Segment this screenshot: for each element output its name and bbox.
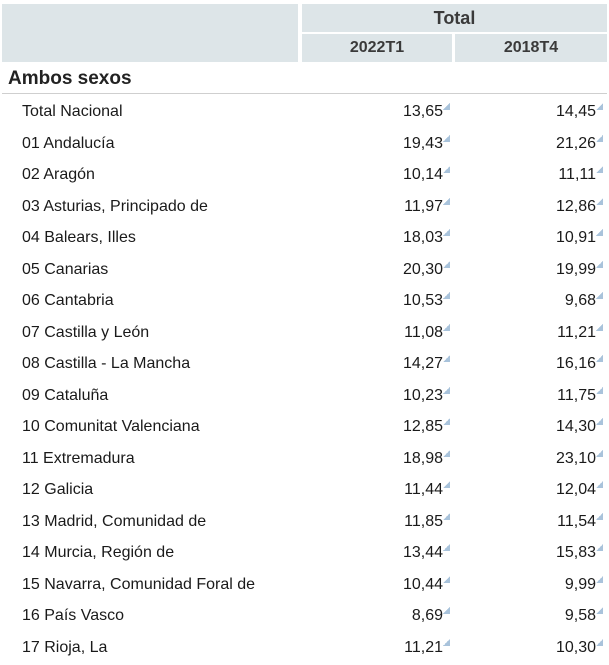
table-row (0, 443, 609, 475)
cell-value-2022T1: 10,14 (402, 166, 443, 183)
cell-note-marker-icon[interactable] (596, 607, 603, 614)
cell-note-marker-icon[interactable] (443, 639, 450, 646)
cell-note-marker-icon[interactable] (596, 229, 603, 236)
row-label: 13 Madrid, Comunidad de (22, 512, 207, 530)
row-label: 12 Galicia (22, 481, 94, 498)
cell-value-2018T4: 12,86 (555, 197, 596, 215)
row-label: 09 Cataluña (22, 386, 109, 404)
cell-note-marker-icon[interactable] (443, 103, 450, 110)
row-label: 07 Castilla y León (22, 323, 150, 341)
cell-note-marker-icon[interactable] (596, 450, 603, 457)
cell-note-marker-icon[interactable] (596, 292, 603, 299)
table-row (0, 96, 609, 128)
cell-value-2022T1: 10,23 (402, 386, 443, 404)
cell-note-marker-icon[interactable] (596, 355, 603, 362)
cell-value-2022T1: 10,44 (402, 575, 443, 593)
cell-note-marker-icon[interactable] (443, 576, 450, 583)
cell-note-marker-icon[interactable] (596, 166, 603, 173)
column-header-period-2[interactable]: 2018T4 (455, 34, 607, 62)
table-row (0, 537, 609, 569)
cell-note-marker-icon[interactable] (596, 103, 603, 110)
row-label: 10 Comunitat Valenciana (22, 418, 200, 435)
cell-value-2022T1: 13,44 (402, 544, 443, 561)
cell-note-marker-icon[interactable] (443, 450, 450, 457)
cell-note-marker-icon[interactable] (596, 418, 603, 425)
cell-value-2022T1: 8,69 (411, 607, 443, 624)
row-label: 08 Castilla - La Mancha (22, 355, 191, 372)
table-row (0, 600, 609, 632)
row-label: 01 Andalucía (22, 134, 115, 152)
cell-value-2018T4: 16,16 (555, 355, 596, 372)
cell-value-2018T4: 11,21 (557, 323, 596, 341)
section-title: Ambos sexos (2, 64, 607, 94)
cell-note-marker-icon[interactable] (443, 229, 450, 236)
cell-value-2022T1: 20,30 (402, 260, 443, 278)
cell-value-2022T1: 14,27 (402, 355, 443, 372)
row-label: 06 Cantabria (22, 292, 114, 309)
cell-value-2018T4: 11,11 (558, 166, 596, 183)
table-row (0, 474, 609, 506)
cell-value-2018T4: 15,83 (555, 544, 596, 561)
table-row (0, 506, 609, 538)
cell-value-2022T1: 11,97 (404, 197, 443, 215)
data-table-body (0, 96, 609, 663)
row-label: 11 Extremadura (22, 449, 135, 467)
row-label: 15 Navarra, Comunidad Foral de (22, 575, 256, 593)
row-label: 02 Aragón (22, 166, 95, 183)
row-label: 14 Murcia, Región de (22, 544, 175, 561)
table-row (0, 285, 609, 317)
cell-note-marker-icon[interactable] (443, 166, 450, 173)
cell-note-marker-icon[interactable] (443, 481, 450, 488)
table-row (0, 159, 609, 191)
cell-note-marker-icon[interactable] (596, 324, 603, 331)
cell-note-marker-icon[interactable] (596, 387, 603, 394)
table-row (0, 128, 609, 160)
cell-note-marker-icon[interactable] (596, 639, 603, 646)
cell-note-marker-icon[interactable] (596, 481, 603, 488)
cell-value-2018T4: 9,58 (564, 607, 596, 624)
cell-value-2018T4: 19,99 (555, 260, 596, 278)
table-row (0, 254, 609, 286)
table-row (0, 348, 609, 380)
row-label: Total Nacional (22, 103, 123, 120)
column-header-period-1[interactable]: 2022T1 (302, 34, 452, 62)
cell-note-marker-icon[interactable] (443, 135, 450, 142)
cell-note-marker-icon[interactable] (443, 513, 450, 520)
cell-value-2018T4: 10,91 (555, 229, 596, 246)
cell-note-marker-icon[interactable] (596, 513, 603, 520)
table-row (0, 411, 609, 443)
row-label: 16 País Vasco (22, 607, 124, 624)
cell-note-marker-icon[interactable] (443, 324, 450, 331)
cell-note-marker-icon[interactable] (596, 544, 603, 551)
cell-note-marker-icon[interactable] (443, 292, 450, 299)
row-label: 05 Canarias (22, 260, 109, 278)
table-row (0, 380, 609, 412)
cell-note-marker-icon[interactable] (443, 387, 450, 394)
cell-value-2018T4: 9,99 (564, 575, 596, 593)
cell-value-2022T1: 11,85 (404, 512, 443, 530)
cell-value-2022T1: 11,44 (404, 481, 443, 498)
cell-note-marker-icon[interactable] (596, 135, 603, 142)
cell-value-2022T1: 11,21 (404, 638, 443, 656)
cell-value-2018T4: 23,10 (555, 449, 596, 467)
cell-note-marker-icon[interactable] (443, 418, 450, 425)
cell-value-2018T4: 11,54 (557, 512, 596, 530)
cell-value-2018T4: 10,30 (555, 638, 596, 656)
table-row (0, 191, 609, 223)
row-label: 03 Asturias, Principado de (22, 197, 208, 215)
cell-value-2018T4: 12,04 (555, 481, 596, 498)
table-row (0, 632, 609, 664)
cell-note-marker-icon[interactable] (596, 261, 603, 268)
cell-note-marker-icon[interactable] (443, 544, 450, 551)
table-row (0, 569, 609, 601)
cell-note-marker-icon[interactable] (596, 198, 603, 205)
table-row (0, 317, 609, 349)
cell-value-2022T1: 10,53 (402, 292, 443, 309)
cell-value-2018T4: 21,26 (555, 134, 596, 152)
cell-value-2022T1: 19,43 (402, 134, 443, 152)
cell-note-marker-icon[interactable] (596, 576, 603, 583)
cell-value-2018T4: 11,75 (557, 386, 596, 404)
row-label: 04 Balears, Illes (22, 229, 136, 246)
cell-value-2022T1: 18,03 (402, 229, 443, 246)
cell-value-2022T1: 12,85 (402, 418, 443, 435)
cell-note-marker-icon[interactable] (443, 607, 450, 614)
column-group-header: Total (302, 4, 607, 32)
cell-value-2018T4: 9,68 (564, 292, 596, 309)
row-label: 17 Rioja, La (22, 638, 108, 656)
cell-value-2022T1: 11,08 (404, 323, 443, 341)
cell-note-marker-icon[interactable] (443, 261, 450, 268)
cell-note-marker-icon[interactable] (443, 198, 450, 205)
cell-value-2022T1: 18,98 (402, 449, 443, 467)
table-row (0, 222, 609, 254)
cell-value-2018T4: 14,30 (555, 418, 596, 435)
cell-value-2022T1: 13,65 (402, 103, 443, 120)
cell-value-2018T4: 14,45 (555, 103, 596, 120)
header-corner (2, 4, 298, 62)
cell-note-marker-icon[interactable] (443, 355, 450, 362)
